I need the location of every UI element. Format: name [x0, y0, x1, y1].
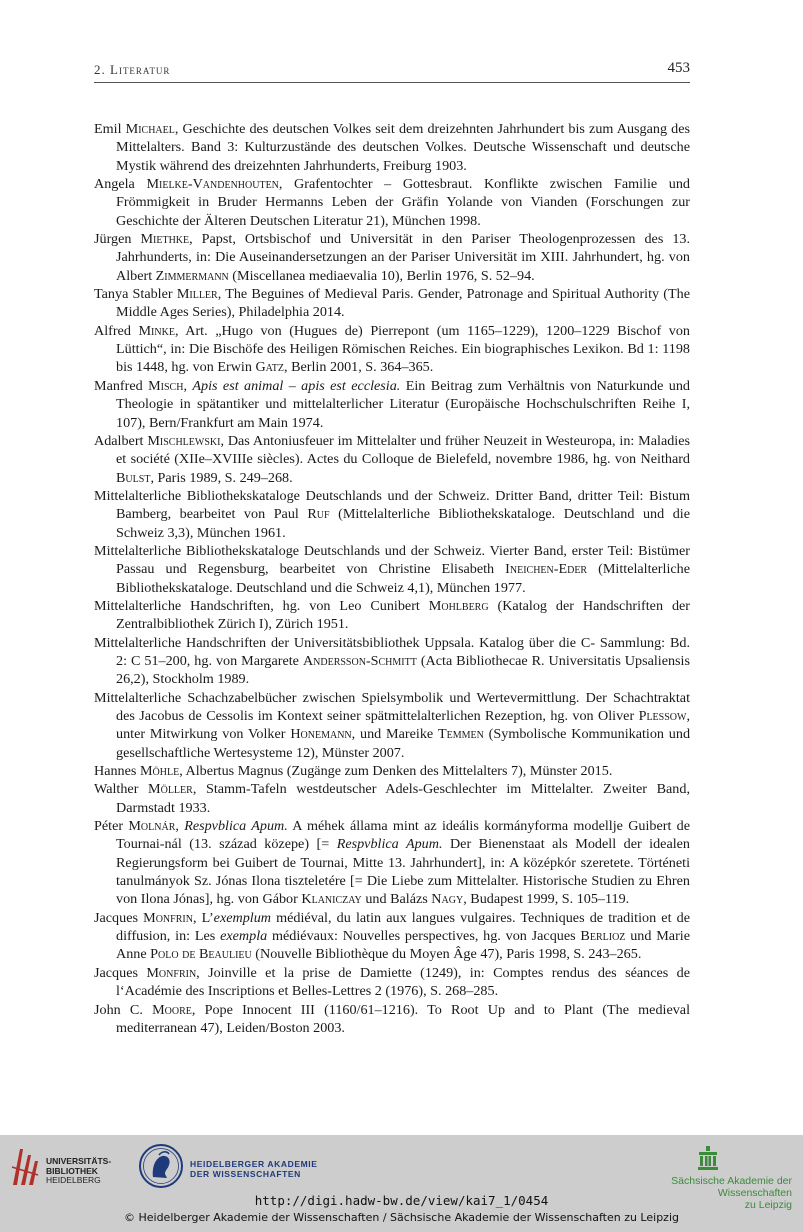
- entry-text: (Nouvelle Bibliothèque du Moyen Âge 47), Paris 1998, S. 243–265.: [251, 946, 642, 963]
- entry-text: , unter Mitwirkung von Volker: [116, 708, 690, 743]
- italic-title: exemplum: [213, 909, 271, 926]
- editor-surname: Ineichen-Eder: [505, 561, 588, 578]
- entry-text: (Mittelalterliche Bibliothekskataloge. Deutschland und die Schweiz 4,1), München 1977.: [116, 561, 690, 596]
- entry-text: , Pope Innocent III (1160/61–1216). To Root Up and to Plant (The medieval mediterranean 47), Leiden/Boston 2003.: [116, 1001, 690, 1036]
- author-firstname: Manfred: [94, 377, 149, 394]
- bib-entry: [94, 322, 690, 377]
- entry-text: ,: [175, 818, 185, 835]
- entry-text: ,: [183, 377, 193, 394]
- bib-entry: [94, 542, 690, 597]
- italic-title: Apis est animal – apis est ecclesia.: [192, 377, 401, 394]
- bib-entry: [94, 120, 690, 175]
- author-firstname: Jürgen: [94, 231, 141, 248]
- author-firstname: Adalbert: [94, 432, 148, 449]
- hadw-logo-line: HEIDELBERGER AKADEMIE: [190, 1159, 318, 1169]
- author-surname: Möller: [148, 781, 193, 798]
- ub-heidelberg-logo[interactable]: [10, 1143, 140, 1193]
- bib-entry: [94, 634, 690, 689]
- italic-title: Respvblica Apum.: [184, 818, 288, 835]
- entry-text: , Papst, Ortsbischof und Universität in den Pariser Theologenprozessen des 13. Jahrhunderts, in: Die Auseinandersetzungen an der Pariser Universität im XIII. Jahrhundert, hg. von Albert: [116, 231, 691, 284]
- bib-entry: [94, 780, 690, 817]
- bib-entry: [94, 432, 690, 487]
- entry-text: (Miscellanea mediaevalia 10), Berlin 1976, S. 52–94.: [228, 267, 535, 284]
- entry-text: , Stamm-Tafeln westdeutscher Adels-Geschlechter im Mittelalter. Zweiter Band, Darmstadt 1933.: [116, 781, 690, 816]
- author-surname: Miethke: [140, 231, 190, 248]
- entry-text: , L’: [192, 909, 214, 926]
- digitization-footer: [0, 1135, 803, 1232]
- saw-logo-line: zu Leipzig: [744, 1199, 792, 1211]
- entry-text: A méhek állama mint az ideális kormányforma modellje Guibert de Tournai-nál (13. század közepe) [=: [116, 818, 691, 853]
- entry-text: , Das Antoniusfeuer im Mittelalter und früher Neuzeit in Westeuropa, in: Maladies et société (XIIe–XVIIIe siècles). Actes du Colloque de Bielefeld, novembre 1986, hg. von Neithard: [116, 432, 690, 468]
- section-label: 2. Literatur: [94, 62, 171, 77]
- entry-text: Mittelalterliche Schachzabelbücher zwischen Spielsymbolik und Wertevermittlung. Der Schachtraktat des Jacobus de Cessolis im Kontext seiner spätmittelalterlichen Rezeption, hg. von Oliver: [94, 689, 690, 724]
- author-surname: Minke: [138, 322, 175, 339]
- italic-title: Respvblica Apum.: [336, 836, 443, 853]
- author-surname: Mischlewski: [147, 432, 221, 449]
- bib-entry: [94, 230, 690, 285]
- bib-entry: [94, 597, 690, 634]
- entry-text: Mittelalterliche Bibliothekskataloge Deutschlands und der Schweiz. Dritter Band, dritter Teil: Bistum Bamberg, bearbeitet von Paul: [94, 487, 690, 523]
- entry-text: , Joinville et la prise de Damiette (1249), in: Comptes rendus des séances de l‘Académie des Inscriptions et Belles-Lettres 2 (1976), S. 268–285.: [116, 964, 690, 1000]
- bib-entry: [94, 689, 690, 762]
- entry-text: , Art. „Hugo von (Hugues de) Pierrepont (um 1165–1229), 1200–1229 Bischof von Lüttich“, in: Die Bischöfe des Heiligen Römischen Reiches. Ein biographisches Lexikon. Bd 1: 1198 bis 1448, hg. von Erwin: [116, 322, 690, 376]
- saw-building-mark-icon: [697, 1145, 719, 1171]
- editor-surname: Klaniczay: [301, 891, 362, 908]
- editor-surname: Ruf: [307, 506, 330, 523]
- author-firstname: John C.: [94, 1001, 153, 1018]
- entry-text: Mittelalterliche Bibliothekskataloge Deutschlands und der Schweiz. Vierter Band, erster Teil: Bistümer Passau und Regensburg, bearbeitet von Christine Elisabeth: [94, 542, 690, 578]
- entry-text: , Grafentochter – Gottesbraut. Konflikte zwischen Familie und Frömmigkeit in Bruder Hermanns Leben der Gräfin Yolande von Vianden (Forschungen zur Geschichte der Älteren Deutschen Literatur 21), München 1998.: [116, 176, 690, 229]
- author-surname: Molnár: [128, 818, 176, 835]
- bibliography-list: [94, 120, 690, 1037]
- bib-entry: [94, 817, 690, 909]
- author-firstname: Tanya Stabler: [94, 286, 177, 303]
- author-firstname: Emil: [94, 121, 126, 137]
- bib-entry: [94, 175, 690, 230]
- hadw-logo-line: DER WISSENSCHAFTEN: [190, 1169, 301, 1179]
- entry-text: (Mittelalterliche Bibliothekskataloge. Deutschland und die Schweiz 3,3), München 1961.: [116, 506, 690, 541]
- author-surname: Michael: [125, 121, 175, 137]
- editor-surname: Polo de Beaulieu: [150, 946, 252, 963]
- entry-text: , The Beguines of Medieval Paris. Gender, Patronage and Spiritual Authority (The Middle Ages Series), Philadelphia 2014.: [116, 286, 691, 321]
- author-surname: Moore: [152, 1001, 192, 1018]
- author-surname: Monfrin: [146, 964, 197, 981]
- editor-surname: Bulst: [116, 469, 151, 486]
- editor-surname: Andersson-Schmitt: [302, 652, 417, 669]
- author-surname: Mielke-Vandenhouten: [146, 176, 279, 193]
- entry-text: , Geschichte des deutschen Volkes seit dem dreizehnten Jahrhundert bis zum Ausgang des Mittelalters. Band 3: Kulturzustände des deutschen Volkes. Deutsche Wissenschaft und deutsche Mystik während des dreizehnten Jahrhunderts, Freiburg 1903.: [116, 121, 690, 174]
- editor-surname: Gatz: [255, 359, 284, 376]
- entry-text: Der Bienenstaat als Modell der idealen Regierungsform bei Guibert de Tournai, Mitte 13. Jahrhundert], in: A középkór szeretete. Történeti tanulmányok Sz. Jónas Ilona tiszteletére [= Die Liebe zum Mittelalter. Historische Studien zu Ehren von Ilona Jónas], hg. von Gábor: [116, 836, 690, 908]
- author-firstname: Péter: [94, 818, 129, 835]
- editor-surname: Mohlberg: [428, 597, 489, 614]
- entry-text: Mittelalterliche Handschriften der Universitätsbibliothek Uppsala. Katalog über die C- Sammlung: Bd. 2: C 51–200, hg. von Margarete: [94, 634, 690, 669]
- editor-surname: Plessow: [638, 708, 687, 724]
- bib-entry: [94, 377, 690, 432]
- editor-surname: Berlioz: [580, 928, 626, 945]
- page-number: 453: [667, 60, 690, 76]
- entry-text: (Symbolische Kommunikation und gesellschaftliche Wertesysteme 12), Münster 2007.: [116, 726, 691, 761]
- italic-title: exempla: [220, 928, 268, 945]
- entry-text: (Katalog der Handschriften der Zentralbibliothek Zürich I), Zürich 1951.: [116, 597, 691, 633]
- editor-surname: Nagy: [431, 891, 464, 908]
- hadw-logo[interactable]: [138, 1143, 338, 1195]
- bib-entry: [94, 285, 690, 322]
- running-head: [94, 62, 690, 83]
- ub-logo-text: [46, 1157, 111, 1186]
- minerva-seal-icon: [138, 1143, 184, 1189]
- bib-entry: [94, 964, 690, 1001]
- author-firstname: Angela: [94, 176, 147, 193]
- author-surname: Misch: [148, 377, 184, 394]
- entry-text: , Albertus Magnus (Zugänge zum Denken des Mittelalters 7), Münster 2015.: [179, 763, 613, 780]
- entry-text: médiéval, du latin aux langues vulgaires. Techniques de tradition et de diffusion, in: Les: [116, 909, 690, 945]
- entry-text: , und Mareike: [351, 726, 438, 743]
- editor-surname: Honemann: [290, 726, 352, 743]
- entry-text: und Marie Anne: [116, 928, 690, 963]
- entry-text: médiévaux: Nouvelles perspectives, hg. von Jacques: [267, 928, 581, 945]
- bib-entry: [94, 762, 690, 780]
- author-firstname: Jacques: [94, 964, 147, 981]
- editor-surname: Zimmermann: [155, 267, 229, 284]
- copyright-notice: © Heidelberger Akademie der Wissenschaften / Sächsische Akademie der Wissenschaften zu Leipzig: [123, 1211, 679, 1224]
- author-firstname: Hannes: [94, 763, 140, 780]
- ub-logo-line: HEIDELBERG: [46, 1175, 101, 1185]
- entry-text: Ein Beitrag zum Verhältnis von Naturkunde und Theologie in spätantiker und mittelalterlicher Literatur (Europäische Hochschulschriften Reihe I, 107), Bern/Frankfurt am Main 1974.: [116, 377, 690, 431]
- bib-entry: [94, 1001, 690, 1038]
- permalink-url[interactable]: http://digi.hadw-bw.de/view/kai7_1/0454: [254, 1193, 549, 1208]
- ub-heidelberg-mark-icon: [10, 1145, 40, 1189]
- author-surname: Möhle: [139, 763, 180, 780]
- hadw-logo-text: [190, 1159, 318, 1179]
- author-surname: Miller: [176, 286, 218, 303]
- author-firstname: Alfred: [94, 322, 139, 339]
- saw-logo-line: Sächsische Akademie der Wissenschaften: [671, 1175, 792, 1199]
- bib-entry: [94, 487, 690, 542]
- entry-text: , Berlin 2001, S. 364–365.: [284, 359, 434, 376]
- ub-logo-line: UNIVERSITÄTS-: [46, 1156, 112, 1166]
- entry-text: und Balázs: [361, 891, 432, 908]
- entry-text: , Budapest 1999, S. 105–119.: [463, 891, 630, 908]
- entry-text: , Paris 1989, S. 249–268.: [150, 469, 293, 486]
- author-firstname: Walther: [94, 781, 149, 798]
- entry-text: Mittelalterliche Handschriften, hg. von Leo Cunibert: [94, 597, 429, 614]
- bib-entry: [94, 909, 690, 964]
- author-firstname: Jacques: [94, 909, 144, 926]
- editor-surname: Temmen: [438, 726, 484, 743]
- ub-logo-line: BIBLIOTHEK: [46, 1165, 98, 1176]
- entry-text: (Acta Bibliothecae R. Universitatis Upsaliensis 26,2), Stockholm 1989.: [116, 652, 690, 688]
- author-surname: Monfrin: [143, 909, 193, 926]
